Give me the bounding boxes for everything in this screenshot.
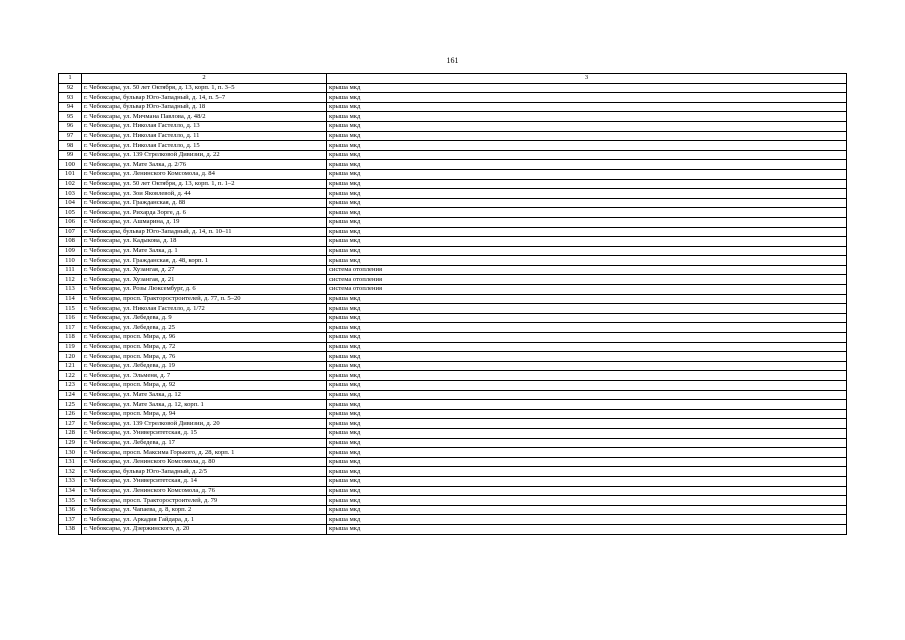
table-row — [59, 294, 847, 304]
column-header-number: 1 — [59, 74, 82, 84]
item-cell: крыша мкд — [327, 246, 847, 256]
address-cell: г. Чебоксары, ул. Ленинского Комсомола, д. 84 — [82, 169, 327, 179]
row-number-cell: 97 — [59, 131, 82, 141]
item-cell: крыша мкд — [327, 112, 847, 122]
address-cell: г. Чебоксары, ул. Лебедева, д. 25 — [82, 323, 327, 333]
item-cell: крыша мкд — [327, 169, 847, 179]
address-cell: г. Чебоксары, просп. Максима Горького, д. 28, корп. 1 — [82, 448, 327, 458]
item-cell: крыша мкд — [327, 505, 847, 515]
row-number-cell: 120 — [59, 352, 82, 362]
table-row — [59, 246, 847, 256]
address-cell: г. Чебоксары, просп. Тракторостроителей, д. 79 — [82, 496, 327, 506]
address-cell: г. Чебоксары, просп. Мира, д. 96 — [82, 333, 327, 343]
item-cell: крыша мкд — [327, 467, 847, 477]
address-cell: г. Чебоксары, бульвар Юго-Западный, д. 14, п. 5–7 — [82, 93, 327, 103]
table-row — [59, 381, 847, 391]
row-number-cell: 119 — [59, 342, 82, 352]
table-row — [59, 131, 847, 141]
table-row — [59, 83, 847, 93]
row-number-cell: 132 — [59, 467, 82, 477]
table-row — [59, 93, 847, 103]
item-cell: крыша мкд — [327, 419, 847, 429]
table-row — [59, 150, 847, 160]
row-number-cell: 123 — [59, 381, 82, 391]
row-number-cell: 103 — [59, 189, 82, 199]
row-number-cell: 112 — [59, 275, 82, 285]
table-row — [59, 352, 847, 362]
row-number-cell: 110 — [59, 256, 82, 266]
item-cell: крыша мкд — [327, 121, 847, 131]
item-cell: крыша мкд — [327, 189, 847, 199]
item-cell: крыша мкд — [327, 256, 847, 266]
row-number-cell: 98 — [59, 141, 82, 151]
table-row — [59, 333, 847, 343]
table-row — [59, 112, 847, 122]
item-cell: крыша мкд — [327, 361, 847, 371]
address-cell: г. Чебоксары, ул. Гражданская, д. 88 — [82, 198, 327, 208]
item-cell: крыша мкд — [327, 438, 847, 448]
item-cell: крыша мкд — [327, 179, 847, 189]
row-number-cell: 101 — [59, 169, 82, 179]
item-cell: крыша мкд — [327, 237, 847, 247]
address-cell: г. Чебоксары, ул. Ашмарина, д. 19 — [82, 217, 327, 227]
item-cell: крыша мкд — [327, 476, 847, 486]
row-number-cell: 118 — [59, 333, 82, 343]
item-cell: крыша мкд — [327, 160, 847, 170]
table-row — [59, 486, 847, 496]
row-number-cell: 131 — [59, 457, 82, 467]
row-number-cell: 116 — [59, 313, 82, 323]
row-number-cell: 115 — [59, 304, 82, 314]
address-cell: г. Чебоксары, ул. Дзержинского, д. 20 — [82, 524, 327, 534]
address-cell: г. Чебоксары, ул. Мате Залка, д. 2/76 — [82, 160, 327, 170]
row-number-cell: 126 — [59, 409, 82, 419]
row-number-cell: 134 — [59, 486, 82, 496]
table-row — [59, 428, 847, 438]
row-number-cell: 114 — [59, 294, 82, 304]
row-number-cell: 136 — [59, 505, 82, 515]
address-cell: г. Чебоксары, ул. 50 лет Октября, д. 13, корп. 1, п. 3–5 — [82, 83, 327, 93]
item-cell: крыша мкд — [327, 294, 847, 304]
row-number-cell: 113 — [59, 285, 82, 295]
address-cell: г. Чебоксары, бульвар Юго-Западный, д. 2/5 — [82, 467, 327, 477]
table-row — [59, 438, 847, 448]
row-number-cell: 135 — [59, 496, 82, 506]
item-cell: крыша мкд — [327, 141, 847, 151]
row-number-cell: 121 — [59, 361, 82, 371]
address-cell: г. Чебоксары, ул. Лебедева, д. 9 — [82, 313, 327, 323]
row-number-cell: 94 — [59, 102, 82, 112]
address-cell: г. Чебоксары, бульвар Юго-Западный, д. 14, п. 10–11 — [82, 227, 327, 237]
address-cell: г. Чебоксары, просп. Тракторостроителей, д. 77, п. 5–20 — [82, 294, 327, 304]
row-number-cell: 102 — [59, 179, 82, 189]
item-cell: крыша мкд — [327, 217, 847, 227]
table-row — [59, 419, 847, 429]
table-row — [59, 102, 847, 112]
address-cell: г. Чебоксары, ул. Хузангая, д. 27 — [82, 265, 327, 275]
page-number: 161 — [446, 56, 459, 65]
row-number-cell: 133 — [59, 476, 82, 486]
address-cell: г. Чебоксары, ул. Николая Гастелло, д. 1/72 — [82, 304, 327, 314]
table-row — [59, 400, 847, 410]
address-cell: г. Чебоксары, просп. Мира, д. 92 — [82, 381, 327, 391]
address-cell: г. Чебоксары, ул. 139 Стрелковой Дивизии, д. 22 — [82, 150, 327, 160]
address-cell: г. Чебоксары, ул. Зои Яковлевой, д. 44 — [82, 189, 327, 199]
row-number-cell: 100 — [59, 160, 82, 170]
address-cell: г. Чебоксары, ул. Мате Залка, д. 1 — [82, 246, 327, 256]
item-cell: крыша мкд — [327, 515, 847, 525]
table-row — [59, 169, 847, 179]
table-row — [59, 467, 847, 477]
table-row — [59, 476, 847, 486]
item-cell: система отопления — [327, 265, 847, 275]
row-number-cell: 95 — [59, 112, 82, 122]
item-cell: крыша мкд — [327, 496, 847, 506]
address-cell: г. Чебоксары, ул. Мате Залка, д. 12 — [82, 390, 327, 400]
row-number-cell: 128 — [59, 428, 82, 438]
address-cell: г. Чебоксары, ул. Мате Залка, д. 12, корп. 1 — [82, 400, 327, 410]
item-cell: крыша мкд — [327, 342, 847, 352]
address-cell: г. Чебоксары, ул. Николая Гастелло, д. 15 — [82, 141, 327, 151]
address-cell: г. Чебоксары, ул. Аркадия Гайдара, д. 1 — [82, 515, 327, 525]
address-cell: г. Чебоксары, ул. Кадыкова, д. 18 — [82, 237, 327, 247]
address-cell: г. Чебоксары, ул. Лебедева, д. 19 — [82, 361, 327, 371]
address-cell: г. Чебоксары, ул. Розы Люксембург, д. 6 — [82, 285, 327, 295]
column-header-address: 2 — [82, 74, 327, 84]
table-row — [59, 342, 847, 352]
address-cell: г. Чебоксары, ул. Мичмана Павлова, д. 48/2 — [82, 112, 327, 122]
row-number-cell: 125 — [59, 400, 82, 410]
row-number-cell: 137 — [59, 515, 82, 525]
item-cell: крыша мкд — [327, 150, 847, 160]
table-row — [59, 275, 847, 285]
table-row — [59, 371, 847, 381]
table-row — [59, 313, 847, 323]
item-cell: крыша мкд — [327, 208, 847, 218]
row-number-cell: 108 — [59, 237, 82, 247]
table-row — [59, 505, 847, 515]
row-number-cell: 104 — [59, 198, 82, 208]
table-row — [59, 217, 847, 227]
row-number-cell: 105 — [59, 208, 82, 218]
item-cell: крыша мкд — [327, 381, 847, 391]
table-row — [59, 237, 847, 247]
item-cell: крыша мкд — [327, 323, 847, 333]
table-row — [59, 141, 847, 151]
item-cell: крыша мкд — [327, 131, 847, 141]
address-cell: г. Чебоксары, ул. Ленинского Комсомола, д. 76 — [82, 486, 327, 496]
item-cell: крыша мкд — [327, 390, 847, 400]
table-row — [59, 256, 847, 266]
row-number-cell: 93 — [59, 93, 82, 103]
row-number-cell: 122 — [59, 371, 82, 381]
item-cell: крыша мкд — [327, 457, 847, 467]
table-row — [59, 227, 847, 237]
item-cell: крыша мкд — [327, 409, 847, 419]
row-number-cell: 138 — [59, 524, 82, 534]
row-number-cell: 107 — [59, 227, 82, 237]
item-cell: крыша мкд — [327, 102, 847, 112]
table-row — [59, 448, 847, 458]
table-row — [59, 198, 847, 208]
address-cell: г. Чебоксары, ул. 139 Стрелковой Дивизии, д. 20 — [82, 419, 327, 429]
table-header-row — [59, 74, 847, 84]
row-number-cell: 111 — [59, 265, 82, 275]
address-cell: г. Чебоксары, ул. Хузангая, д. 21 — [82, 275, 327, 285]
address-table — [58, 73, 847, 535]
table-row — [59, 285, 847, 295]
item-cell: крыша мкд — [327, 400, 847, 410]
item-cell: крыша мкд — [327, 448, 847, 458]
address-cell: г. Чебоксары, ул. Николая Гастелло, д. 11 — [82, 131, 327, 141]
item-cell: крыша мкд — [327, 198, 847, 208]
row-number-cell: 130 — [59, 448, 82, 458]
column-header-item: 3 — [327, 74, 847, 84]
item-cell: крыша мкд — [327, 333, 847, 343]
row-number-cell: 106 — [59, 217, 82, 227]
item-cell: крыша мкд — [327, 313, 847, 323]
table-row — [59, 160, 847, 170]
address-cell: г. Чебоксары, ул. 50 лет Октября, д. 13, корп. 1, п. 1–2 — [82, 179, 327, 189]
address-cell: г. Чебоксары, просп. Мира, д. 94 — [82, 409, 327, 419]
address-cell: г. Чебоксары, ул. Ленинского Комсомола, д. 80 — [82, 457, 327, 467]
address-cell: г. Чебоксары, ул. Университетская, д. 14 — [82, 476, 327, 486]
table-row — [59, 208, 847, 218]
row-number-cell: 96 — [59, 121, 82, 131]
address-cell: г. Чебоксары, ул. Лебедева, д. 17 — [82, 438, 327, 448]
item-cell: крыша мкд — [327, 486, 847, 496]
table-row — [59, 524, 847, 534]
table-row — [59, 304, 847, 314]
address-cell: г. Чебоксары, ул. Чапаева, д. 8, корп. 2 — [82, 505, 327, 515]
address-cell: г. Чебоксары, ул. Рихарда Зорге, д. 6 — [82, 208, 327, 218]
address-cell: г. Чебоксары, просп. Мира, д. 72 — [82, 342, 327, 352]
address-cell: г. Чебоксары, бульвар Юго-Западный, д. 18 — [82, 102, 327, 112]
row-number-cell: 99 — [59, 150, 82, 160]
table-row — [59, 515, 847, 525]
table-row — [59, 189, 847, 199]
row-number-cell: 124 — [59, 390, 82, 400]
table-row — [59, 265, 847, 275]
item-cell: крыша мкд — [327, 428, 847, 438]
address-cell: г. Чебоксары, ул. Эльменя, д. 7 — [82, 371, 327, 381]
item-cell: система отопления — [327, 285, 847, 295]
item-cell: крыша мкд — [327, 352, 847, 362]
address-cell: г. Чебоксары, ул. Университетская, д. 15 — [82, 428, 327, 438]
row-number-cell: 117 — [59, 323, 82, 333]
address-cell: г. Чебоксары, ул. Николая Гастелло, д. 13 — [82, 121, 327, 131]
item-cell: крыша мкд — [327, 524, 847, 534]
table-row — [59, 409, 847, 419]
item-cell: система отопления — [327, 275, 847, 285]
table-row — [59, 179, 847, 189]
table-row — [59, 323, 847, 333]
table-row — [59, 390, 847, 400]
table-row — [59, 361, 847, 371]
row-number-cell: 129 — [59, 438, 82, 448]
address-cell: г. Чебоксары, ул. Гражданская, д. 48, корп. 1 — [82, 256, 327, 266]
item-cell: крыша мкд — [327, 227, 847, 237]
table-row — [59, 496, 847, 506]
table-row — [59, 457, 847, 467]
item-cell: крыша мкд — [327, 83, 847, 93]
table-row — [59, 121, 847, 131]
table-body — [59, 83, 847, 534]
item-cell: крыша мкд — [327, 304, 847, 314]
row-number-cell: 92 — [59, 83, 82, 93]
item-cell: крыша мкд — [327, 93, 847, 103]
row-number-cell: 127 — [59, 419, 82, 429]
row-number-cell: 109 — [59, 246, 82, 256]
item-cell: крыша мкд — [327, 371, 847, 381]
address-cell: г. Чебоксары, просп. Мира, д. 76 — [82, 352, 327, 362]
